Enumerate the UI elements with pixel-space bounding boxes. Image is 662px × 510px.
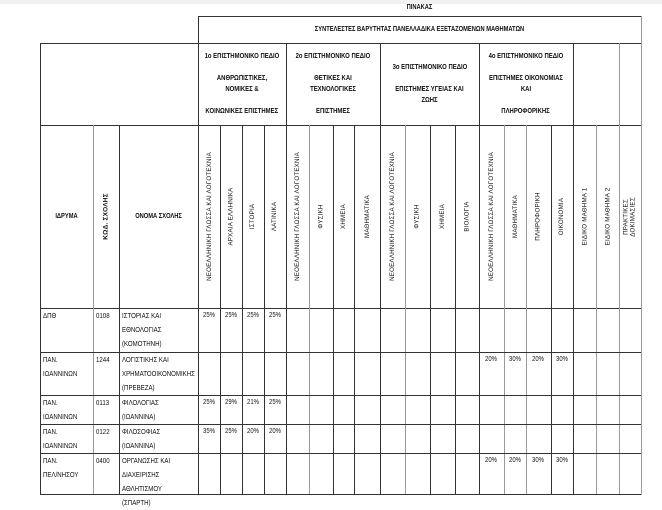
coefficient-value [242,309,264,323]
coefficient-value-text: 20% [485,457,498,464]
table-rule [40,424,641,425]
subject-header-text: ΧΗΜΕΙΑ [439,204,446,229]
school-code-text: 1244 [96,355,110,364]
subject-header [198,128,220,305]
school-name-cell [119,309,198,353]
field-group-line: ΚΟΙΝΩΝΙΚΕΣ ΕΠΙΣΤΗΜΕΣ [205,108,279,115]
subject-header [354,128,380,305]
institution-cell [40,309,93,353]
coefficient-value [504,454,526,468]
coefficient-value-text: 25% [269,399,281,406]
table-rule [526,125,527,495]
school-code-cell [93,396,119,425]
coefficient-value-text: 35% [203,428,215,435]
subject-header-text: ΝΕΟΕΛΛΗΝΙΚΗ ΓΛΩΣΣΑ ΚΑΙ ΛΟΓΟΤΕΧΝΙΑ [488,152,496,281]
school-code-cell [93,309,119,353]
institution-header: ΙΔΡΥΜΑ [55,213,78,220]
table-rule [641,16,642,495]
school-name-cell-line: ΧΡΗΜΑΤΟΟΙΚΟΝΟΜΙΚΗΣ [122,369,195,378]
table-rule [430,125,431,495]
institution-cell-line: ΙΩΑΝΝΙΝΩΝ [43,441,78,450]
institution-cell-line: ΠΑΝ. [43,355,58,364]
field-group-line: 1ο ΕΠΙΣΤΗΜΟΝΙΚΟ ΠΕΔΙΟ [204,53,280,60]
institution-cell-line: ΙΩΑΝΝΙΝΩΝ [43,369,78,378]
school-code-cell [93,425,119,454]
school-name-cell-line: ΟΡΓΑΝΩΣΗΣ ΚΑΙ [122,456,171,465]
institution-cell [40,425,93,454]
coefficient-value [220,425,242,439]
coefficient-value-text: 30% [532,457,545,464]
coefficient-value-text: 20% [532,356,545,363]
school-name-cell-line: ΙΣΤΟΡΙΑΣ ΚΑΙ [122,311,162,320]
school-code-text: 0108 [96,311,110,320]
field-group-header [286,43,380,125]
field-group-line: 3ο ΕΠΙΣΤΗΜΟΝΙΚΟ ΠΕΔΙΟ [392,64,467,71]
coefficient-value [504,353,526,367]
coefficient-value-text: 30% [509,356,521,363]
subject-header [504,128,526,305]
school-code-text: 0122 [96,427,110,436]
institution-cell-line: ΠΑΝ. [43,427,58,436]
table-rule [40,395,641,396]
subject-header-text: ΛΑΤΙΝΙΚΑ [271,201,279,232]
table-rule [619,125,620,495]
coefficient-value [198,396,220,410]
coefficient-value-text: 20% [247,428,259,435]
coefficient-value-text: 25% [225,312,237,319]
subject-header [455,128,479,305]
subject-header-text: ΑΡΧΑΙΑ ΕΛΛΗΝΙΚΑ [227,187,235,246]
coefficient-value [220,396,242,410]
school-name-cell [119,425,198,454]
coefficient-value [220,309,242,323]
coefficient-value-text: 20% [269,428,281,435]
coefficient-value-text: 21% [247,399,259,406]
coefficient-value-text: 20% [485,356,498,363]
subject-header [619,128,641,305]
school-code-cell [93,454,119,496]
school-code-cell [93,353,119,396]
coefficient-value [242,425,264,439]
table-rule [504,125,505,495]
coefficient-value [198,309,220,323]
subject-header-text: ΟΙΚΟΝΟΜΙΑ [558,197,566,236]
subject-header-text: ΙΣΤΟΡΙΑ [249,203,257,230]
coefficient-value [551,454,573,468]
field-group-header [380,43,479,125]
coefficient-value-text: 25% [269,312,281,319]
subject-header [479,128,504,305]
table-rule [40,352,641,353]
table-rule [596,125,597,495]
field-group-header [198,43,286,125]
institution-cell-line: ΠΑΝ. [43,456,58,465]
school-name-header: ΟΝΟΜΑ ΣΧΟΛΗΣ [135,213,182,220]
field-group-line: ΕΠΙΣΤΗΜΕΣ ΥΓΕΙΑΣ ΚΑΙ ΖΩΗΣ [395,86,464,104]
subject-header-text: ΝΕΟΕΛΛΗΝΙΚΗ ΓΛΩΣΣΑ ΚΑΙ ΛΟΓΟΤΕΧΝΙΑ [294,152,302,281]
field-group-line: ΠΛΗΡΟΦΟΡΙΚΗΣ [501,108,551,115]
subject-header-text: ΜΑΘΗΜΑΤΙΚΑ [363,194,371,239]
subject-header-text: ΝΕΟΕΛΛΗΝΙΚΗ ΓΛΩΣΣΑ ΚΑΙ ΛΟΓΟΤΕΧΝΙΑ [389,152,397,281]
subject-header [405,128,430,305]
school-name-cell-line: (ΙΩΑΝΝΙΝΑ) [122,412,156,421]
coefficient-value-text: 20% [509,457,521,464]
subject-header [309,128,333,305]
table-rule [40,494,641,495]
school-name-cell-line: ΕΘΝΟΛΟΓΙΑΣ [122,325,162,334]
school-name-cell [119,353,198,396]
coefficient-value [551,353,573,367]
table-rule [455,125,456,495]
institution-cell-line: ΙΩΑΝΝΙΝΩΝ [43,412,78,421]
subject-header [333,128,354,305]
school-name-cell-line: ΛΟΓΙΣΤΙΚΗΣ ΚΑΙ [122,355,169,364]
subject-header-text: ΠΡΑΚΤΙΚΕΣ ΔΟΚΙΜΑΣΙΕΣ [623,196,637,237]
coefficient-value [242,396,264,410]
subject-header-text: ΜΑΘΗΜΑΤΙΚΑ [511,194,519,239]
table-rule [40,453,641,454]
field-group-header [479,43,573,125]
subject-header-text: ΦΥΣΙΚΗ [317,204,325,229]
subject-header [220,128,242,305]
coefficient-value [264,396,286,410]
school-code-text: 0113 [96,398,110,407]
coefficient-value-text: 30% [556,356,568,363]
field-group-line: ΑΝΘΡΩΠΙΣΤΙΚΕΣ, ΝΟΜΙΚΕΣ & [216,75,268,93]
coefficient-value-text: 25% [225,428,237,435]
school-name-cell-line: (ΠΡΕΒΕΖΑ) [122,383,155,392]
institution-cell [40,353,93,396]
school-name-cell-line: ΦΙΛΟΣΟΦΙΑΣ [122,427,161,436]
school-name-cell-line: ΑΘΛΗΤΙΣΜΟΥ (ΣΠΑΡΤΗ) [122,484,162,507]
school-code-text: 0400 [96,456,110,465]
subject-header [264,128,286,305]
coefficient-value [264,309,286,323]
coefficient-value-text: 30% [556,457,568,464]
coefficient-value-text: 29% [225,399,237,406]
institution-cell-line: ΠΑΝ. [43,398,58,407]
school-name-cell [119,454,198,507]
subject-header [551,128,573,305]
subject-header [526,128,551,305]
subject-header-text: ΕΙΔΙΚΟ ΜΑΘΗΜΑ 2 [604,187,612,246]
table-rule [309,125,310,495]
school-name-cell-line: (ΙΩΑΝΝΙΝΑ) [122,441,156,450]
institution-cell-line: ΠΕΛ/ΝΗΣΟΥ [43,470,79,479]
subject-header [596,128,619,305]
table-rule [551,125,552,495]
institution-cell-line: ΔΠΘ [43,311,57,320]
subject-header-text: ΠΛΗΡΟΦΟΡΙΚΗ [535,192,542,241]
subject-header-text: ΕΙΔΙΚΟ ΜΑΘΗΜΑ 1 [581,187,589,246]
table-rule [354,125,355,495]
coefficient-value-text: 25% [203,312,215,319]
subject-header [380,128,405,305]
coefficient-value-text: 25% [247,312,259,319]
subject-header [242,128,264,305]
table-rule [405,125,406,495]
coefficient-value [264,425,286,439]
subject-header-text: ΝΕΟΕΛΛΗΝΙΚΗ ΓΛΩΣΣΑ ΚΑΙ ΛΟΓΟΤΕΧΝΙΑ [205,152,213,281]
school-name-cell-line: (ΚΟΜΟΤΗΝΗ) [122,339,162,348]
field-group-line: ΘΕΤΙΚΕΣ ΚΑΙ ΤΕΧΝΟΛΟΓΙΚΕΣ [310,75,356,93]
institution-cell [40,454,93,496]
subject-header-text: ΒΙΟΛΟΓΙΑ [463,201,471,232]
coefficient-value-text: 25% [203,399,215,406]
subject-header [573,128,596,305]
coefficient-value [198,425,220,439]
subject-header [286,128,309,305]
school-name-cell-line: ΔΙΑΧΕΙΡΙΣΗΣ [122,470,160,479]
field-group-line: 4ο ΕΠΙΣΤΗΜΟΝΙΚΟ ΠΕΔΙΟ [488,53,564,60]
table-rule [333,125,334,495]
field-group-line: ΕΠΙΣΤΗΜΕΣ [316,108,350,115]
coefficient-value [526,454,551,468]
table-title: ΣΥΝΤΕΛΕΣΤΕΣ ΒΑΡΥΤΗΤΑΣ ΠΑΝΕΛΛΑΔΙΚΑ ΕΞΕΤΑΖΟΜΕΝΩΝ ΜΑΘΗΜΑΤΩΝ [314,26,525,33]
school-name-cell [119,396,198,425]
school-name-cell-line: ΦΙΛΟΛΟΓΙΑΣ [122,398,159,407]
institution-cell [40,396,93,425]
coefficient-value [479,353,504,367]
subject-header-text: ΦΥΣΙΚΗ [414,204,421,229]
table-caption: ΠΙΝΑΚΑΣ [406,4,433,11]
school-code-header [93,125,119,308]
coefficient-value [526,353,551,367]
subject-header-text: ΧΗΜΕΙΑ [340,204,347,229]
subject-header [430,128,455,305]
school-code-header-text: ΚΩΔ. ΣΧΟΛΗΣ [102,193,110,240]
coefficient-value [479,454,504,468]
field-group-line: ΕΠΙΣΤΗΜΕΣ ΟΙΚΟΝΟΜΙΑΣ ΚΑΙ [489,75,563,93]
field-group-line: 2ο ΕΠΙΣΤΗΜΟΝΙΚΟ ΠΕΔΙΟ [295,53,371,60]
